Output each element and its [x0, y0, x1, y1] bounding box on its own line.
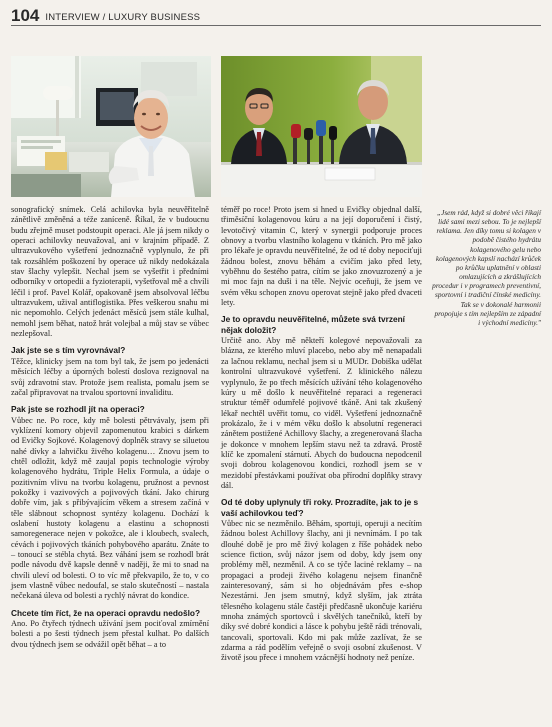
paragraph: Vůbec nic se nezměnilo. Běhám, sportuji, operuji a necítím žádnou bolest Achillovy šlachy, ani ji nevnímám. I po tak dlouhé době je pro mě živý kolagen z říše pohádek nebo science fiction, svůj názor jsem od doby, kdy jsem ony problémy měl, nezměnil. A co se týče lacinẻ reklamy – na propagaci a prodeji živého kolagenu nejsem finančně zainteresovaný, sám si ho objednávám přes e-shop Nezestárni. Jen jsem smutný, když slyším, jak ztráta tělesného kolagenu stále častěji předčasně ukončuje kariéru mnoha známých sportovců i skvělých tanečníků, kteří by díky své dobré kondici a lásce k pohybu ještě rádi trénovali, tancovali, sportovali. Kdo mi pak může zazlívat, že se zdarma a rád podělím veřejně o svoji osobní zkušenost. V životě jsou přece i mnohem vzácnější hodnoty než peníze. — [221, 518, 422, 663]
header-rule — [11, 25, 541, 26]
interview-question: Od té doby uplynuly tři roky. Prozradíte, jak to je s vaší achilovkou teď? — [221, 497, 419, 518]
pull-quote: „Jsem rád, když si dobré věci říkají lidé sami mezi sebou. To je nejlepší reklama. Jen díky tomu si kolagen v podobě čistého hydrátu kolagenového gelu nebo kolagenových kapslí nachází krůček po krůčku uplatnění v oblasti omlazujících a zkrášlujících procedur i v programech preventivní, sportovní i tradiční čínské medicíny. Tak se v dokonalé harmonii propojuje s tím nejlepším ze západní i východní medicíny." — [432, 208, 541, 327]
paragraph: Ano. Po čtyřech týdnech užívání jsem pociťoval zmírnění bolesti a po šesti týdnech jsem přestal kulhat. Po dalších dvou týdnech jsem se odvážil opět běhat – a to — [11, 619, 209, 649]
interview-question: Je to opravdu neuvěřitelné, můžete svá tvrzení nějak doložit? — [221, 314, 405, 335]
doctor-photo — [11, 56, 211, 197]
paragraph: sonografický snímek. Celá achilovka byla neuvěřitelně zánětlivě změněná a téže zaníceně. Říkal, že v budoucnu budu zřejmě muset podstoupit operaci. Ale já jsem nikdy o operaci achilovky neuvažoval, ani v krajním případě. Z ultrazvukového vyšetření jednoznačně vyplynulo, že při tak rozsáhlém poškození by operace už nikdy nedokázala stav šlachy vylepšit. Nechal jsem se vyšetřit i předními odborníky v ortopedii a fyzioterapii, vyšetřoval mě a chvíli léčil i prof. Pavel Kolář, opakovaně jsem absolvoval léčbu ultrazvukem, užival antiflogistika. Přes veškerou snahu mi nic nepomohlo. Celých jedenáct měsíců jsem stále kulhal, nemohl jsem běhat, natož hrát volejbal a můj stav se vůbec nezlepšoval. — [11, 205, 209, 339]
interview-question: Jak jste se s tím vyrovnával? — [11, 345, 126, 356]
paragraph: téměř po roce! Proto jsem si hned u Evičky objednal další, třiměsíční kolagenovou kúru a na její doporučení i čistý, levotočivý vitamin C, který v synergii podporuje proces obnovy a tvorbu vlastního kolagenu v tkáních. Pro mě jako pro lékaře je opravdu neuvěřitelné, že od té doby nepociťuji žádnou bolest, znovu běhám a cvičím jako před lety, vyběhnu do šestého patra, cítím se jako znovuzrozený a je mi moc fajn na duši i na těle. Nejvíc oceňuji, že jsem ve svém věku schopen znovu operovat stejně jako před dvaceti lety. — [221, 205, 422, 308]
interview-question: Chcete tím říct, že na operaci opravdu nedošlo? — [11, 607, 201, 618]
page-number: 104 — [11, 6, 40, 25]
paragraph: Vůbec ne. Po roce, kdy mě bolesti pětrvávaly, jsem při vyklízení komory objevil zapomenutou krabici s dárkem od Evičky Sojkové. Kolagenový doplněk stravy se siluetou nahé dívky a lahvičku živého kolagenu… Znovu jsem to chtěl odložit, když mě zaujal popis technologie výroby kolagenového hydrátu, Triple Helix Formula, a údaje o pozitivním vlivu na tvorbu kolagenu, pružnost a pevnost pokožky i vazivových a pojivových tkání. Jako chirurg dobře vím, jak s přibývajícím věkem a stresem začíná v těle slábnout schopnost syntézy kolagenu. Dochází k oslabení hustoty kolagenu a elastinu a schopnosti samoregenerace nejen v pokožce, ale i kloubech, svalech, cévách i pojivových tkáních pohybového aparátu. Znáte to – tonoucí se stébla chytá. Bez váhání jsem se rozhodl brát podle návodu dvě kapsle denně v naději, že mi to snad na chvíli uleví od bolesti. O to víc mě překvapilo, že to, v co jsem vlastně vůbec nedoufal, se stalo skutečností – nastala nečekaná úleva od bolesti a rychlý návrat do kondice. — [11, 415, 209, 601]
section-label: INTERVIEW / LUXURY BUSINESS — [45, 12, 201, 23]
paragraph: Určitě ano. Aby mě někteří kolegové nepovažovali za blázna, ze kterého mluví placebo, nebo aby mě nenapadali za lačnou reklamu, nechal jsem si u MUDr. Dobiška udělat kontrolní ultrazvukové vyšetření. Z klinického nálezu vyplynulo, že po třech měsících užívání tého kolagenového kúry u mě došlo k neuvěřitelné reparaci a regeneraci struktur téměř odumřelé pojivové tkáně. Ani tak zkušený lékař nechtěl uvěřit tomu, co viděl. Vyšetření jednoznačně prokázalo, že i v mém věku došlo k absolutní regeneraci zánětem postižené Achillovy šlachy, a zregenerovaná šlacha je dokonce v mnohem lepším stavu než ta zdravá. Prostě klíč ke zpomalení stárnutí. Abych do budoucna nepodcenil svoji dobrou kolagenovou kondici, rozhodl jsem se v mezidobí přestávkami používat oba přírodní doplňky stravy dál. — [221, 336, 422, 490]
article-column-left — [11, 205, 209, 650]
interview-question: Pak jste se rozhodl jít na operaci? — [11, 404, 145, 415]
press-conference-photo — [221, 56, 422, 197]
article-column-middle — [221, 205, 422, 664]
page-header — [11, 5, 541, 25]
paragraph: Těžce, klinicky jsem na tom byl tak, že jsem po jedenácti měsících léčby a úporných bolestí doslova rezignoval na svůj zdravotní stav. Protože jsem realista, pomalu jsem se začal připravovat na trvalou sportovní invaliditu. — [11, 356, 209, 397]
